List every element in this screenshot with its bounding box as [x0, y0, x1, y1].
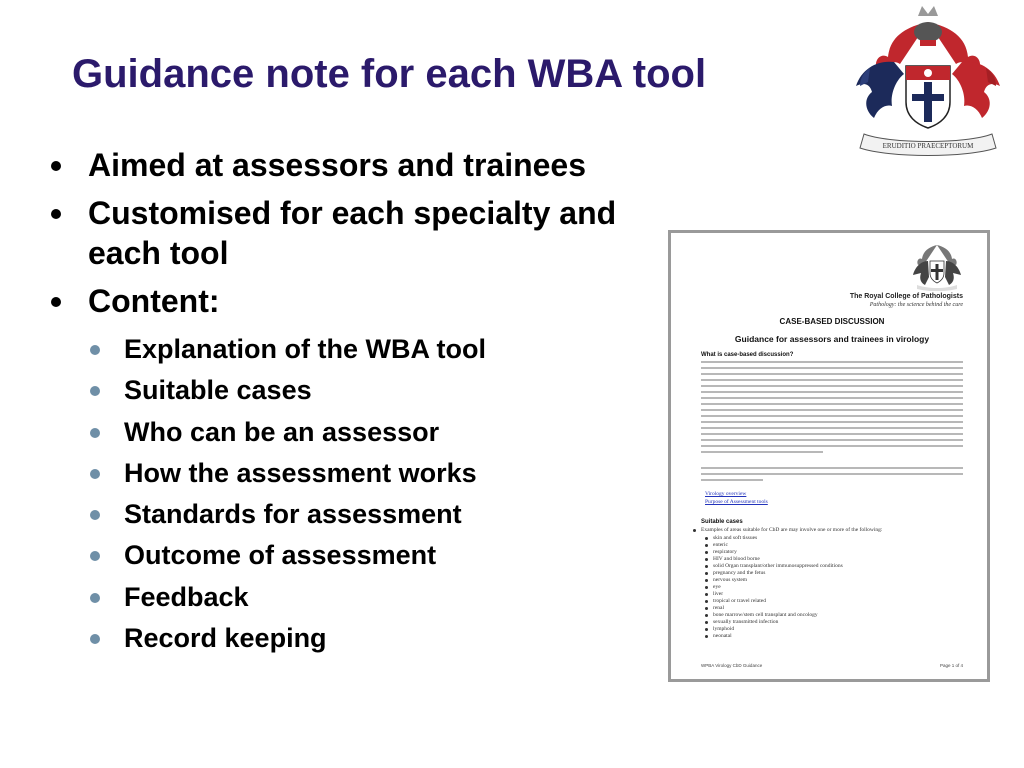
sub-bullet-item	[48, 329, 668, 370]
document-crest-icon	[911, 239, 963, 291]
document-list-item: HIV and blood borne	[713, 556, 760, 562]
bullet-dot-icon	[90, 428, 100, 438]
bullet-dot-icon	[90, 345, 100, 355]
document-list-item: sexually transmitted infection	[713, 619, 779, 625]
document-section-heading: Suitable cases	[701, 519, 743, 525]
crest-motto: ERUDITIO PRAECEPTORUM	[882, 142, 974, 150]
sub-bullet-text: Standards for assessment	[124, 499, 462, 530]
document-tagline: Pathology: the science behind the cure	[869, 302, 963, 308]
document-list-item: renal	[713, 605, 724, 611]
document-link[interactable]: Purpose of Assessment tools	[705, 499, 768, 505]
document-list-item: bone marrow/stem cell transplant and oncology	[713, 612, 818, 618]
document-heading: CASE-BASED DISCUSSION	[779, 317, 885, 326]
document-section-intro: Examples of areas suitable for CbD are may involve one or more of the following:	[701, 527, 883, 533]
bullet-dot-icon	[90, 510, 100, 520]
sub-bullet-text: Record keeping	[124, 623, 327, 654]
sub-bullet-text: Feedback	[124, 581, 249, 612]
bullet-dot-icon	[90, 634, 100, 644]
sub-bullet-item	[48, 412, 668, 453]
document-list-item: skin and soft tissues	[713, 535, 758, 541]
bullet-list	[48, 145, 668, 659]
sub-bullet-item	[48, 535, 668, 576]
document-list-item: respiratory	[713, 549, 737, 555]
bullet-dot-icon	[51, 161, 61, 171]
guidance-document-thumbnail	[668, 230, 990, 682]
document-list-item: tropical or travel related	[713, 598, 766, 604]
bullet-item	[48, 145, 668, 185]
document-list-item: liver	[713, 591, 724, 597]
document-list-item: pregnancy and the fetus	[713, 570, 766, 576]
sub-bullet-item	[48, 453, 668, 494]
document-organisation: The Royal College of Pathologists	[849, 293, 963, 300]
bullet-text: Aimed at assessors and trainees	[88, 147, 587, 183]
document-list-item: enteric	[713, 542, 728, 548]
document-list-item: neonatal	[713, 633, 732, 639]
bullet-dot-icon	[90, 386, 100, 396]
bullet-dot-icon	[90, 593, 100, 603]
sub-bullet-text: How the assessment works	[124, 457, 477, 488]
document-footer-left: WPBA Virology CbD Guidance	[701, 663, 763, 668]
college-crest-logo	[850, 2, 1006, 160]
sub-bullet-text: Outcome of assessment	[124, 540, 437, 571]
bullet-text: Content:	[88, 283, 220, 319]
sub-bullet-text: Suitable cases	[124, 375, 312, 406]
document-footer-right: Page 1 of 4	[939, 663, 963, 668]
document-list-item: lymphoid	[713, 626, 735, 632]
bullet-text: Customised for each specialty and each tool	[88, 195, 617, 271]
document-list-item: solid Organ transplant/other immunosuppressed conditions	[713, 563, 843, 569]
slide-title: Guidance note for each WBA tool	[72, 52, 707, 96]
bullet-dot-icon	[90, 551, 100, 561]
sub-bullet-item	[48, 577, 668, 618]
sub-bullet-list	[48, 329, 668, 659]
bullet-dot-icon	[51, 209, 61, 219]
sub-bullet-text: Who can be an assessor	[124, 416, 440, 447]
bullet-dot-icon	[51, 297, 61, 307]
sub-bullet-item	[48, 370, 668, 411]
document-list-item: nervous system	[713, 577, 748, 583]
document-link[interactable]: Virology overview	[705, 491, 747, 497]
document-subheading: Guidance for assessors and trainees in virology	[734, 334, 930, 344]
bullet-dot-icon	[90, 469, 100, 479]
sub-bullet-item	[48, 494, 668, 535]
sub-bullet-text: Explanation of the WBA tool	[124, 334, 486, 364]
bullet-item	[48, 193, 648, 273]
document-question: What is case-based discussion?	[701, 352, 794, 358]
bullet-item	[48, 281, 668, 321]
sub-bullet-item	[48, 618, 668, 659]
document-list-item: eye	[713, 584, 721, 590]
document-page	[701, 233, 963, 679]
